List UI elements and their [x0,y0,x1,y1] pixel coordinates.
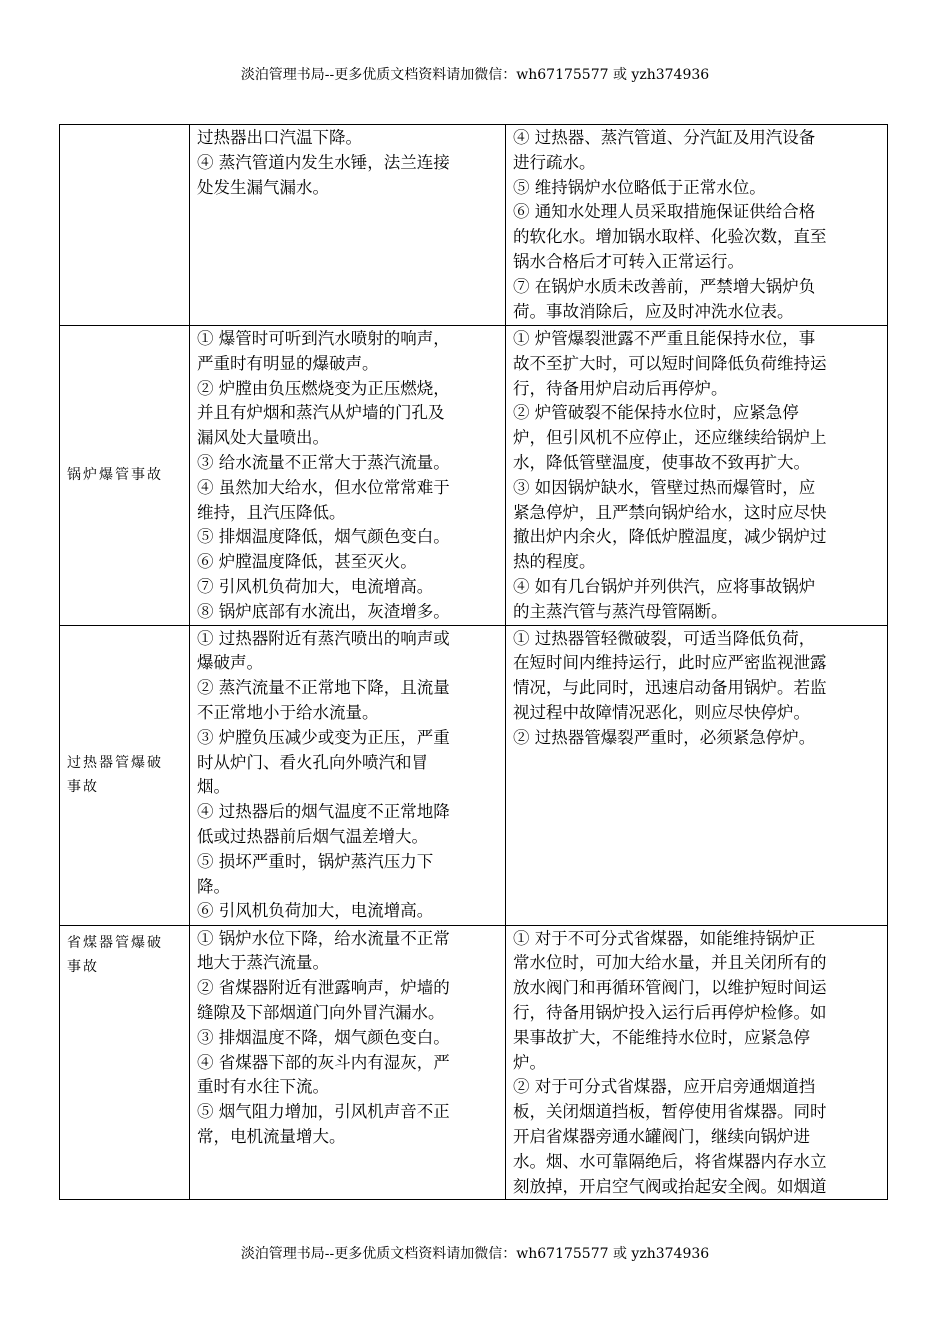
measure-line: ① 对于不可分式省煤器，如能维持锅炉正 [513,928,816,948]
measure-line: ① 过热器管轻微破裂，可适当降低负荷， [513,628,816,648]
measures-cell [506,625,888,925]
symptoms-cell [190,925,506,1200]
symptom-line: ④ 虽然加大给水，但水位常常难于 [197,477,450,497]
accident-name-cell [60,925,190,1200]
symptom-line: ③ 炉膛负压减少或变为正压，严重 [197,727,450,747]
symptom-line: ⑤ 烟气阻力增加，引风机声音不正 [197,1102,450,1122]
accident-name: 事故 [67,958,99,975]
measure-line: ④ 过热器、蒸汽管道、分汽缸及用汽设备 [513,128,816,147]
page-footer: 淡泊管理书局--更多优质文档资料请加微信：wh67175577 或 yzh374936 [240,1246,710,1262]
symptoms-cell [190,125,506,326]
measure-line: 热的程度。 [513,552,596,572]
accident-name: 过热器管爆破 [67,755,163,772]
measures-cell [506,326,888,626]
symptom-line: ② 炉膛由负压燃烧变为正压燃烧， [197,378,450,398]
symptom-line: 常，电机流量增大。 [197,1126,346,1146]
measure-line: 情况，与此同时，迅速启动备用锅炉。若监 [513,678,827,698]
symptom-line: 严重时有明显的爆破声。 [197,353,379,373]
symptoms-cell [190,326,506,626]
measure-line: 锅水合格后才可转入正常运行。 [513,251,744,271]
measure-line: 视过程中故障情况恶化，则应尽快停炉。 [513,702,810,722]
measure-line: ⑥ 通知水处理人员采取措施保证供给合格 [513,202,816,222]
symptom-line: 重时有水往下流。 [197,1077,329,1097]
table-row [60,125,888,326]
symptom-line: ① 过热器附近有蒸汽喷出的响声或 [197,628,450,648]
measure-line: 故不至扩大时，可以短时间降低负荷维持运 [513,353,827,373]
measure-line: ⑦ 在锅炉水质未改善前，严禁增大锅炉负 [513,276,816,296]
symptom-line: 烟。 [197,777,230,797]
symptoms-cell [190,625,506,925]
symptom-line: ④ 蒸汽管道内发生水锤，法兰连接 [197,152,450,172]
symptom-line: 爆破声。 [197,653,263,673]
symptom-line: 处发生漏气漏水。 [197,177,329,197]
symptom-line: 低或过热器前后烟气温差增大。 [197,826,428,846]
measure-line: 放水阀门和再循环管阀门，以维护短时间运 [513,978,827,998]
symptom-line: ⑤ 损坏严重时，锅炉蒸汽压力下 [197,851,434,871]
symptom-line: ④ 省煤器下部的灰斗内有湿灰，严 [197,1052,450,1072]
measure-line: 水。烟、水可靠隔绝后，将省煤器内存水立 [513,1151,827,1171]
table-row [60,925,888,1200]
accident-name-cell [60,326,190,626]
measures-cell [506,125,888,326]
symptom-line: ② 省煤器附近有泄露响声，炉墙的 [197,978,450,998]
measure-line: 炉。 [513,1052,546,1072]
measure-line: ② 炉管破裂不能保持水位时，应紧急停 [513,403,799,423]
symptom-line: ⑥ 炉膛温度降低，甚至灭火。 [197,552,417,572]
accident-name: 锅炉爆管事故 [67,467,163,484]
accident-table [59,124,888,1200]
accident-name-cell [60,625,190,925]
symptom-line: ① 爆管时可听到汽水喷射的响声， [197,329,450,348]
measure-line: 在短时间内维持运行，此时应严密监视泄露 [513,653,827,673]
measure-line: 撤出炉内余火，降低炉膛温度，减少锅炉过 [513,527,827,547]
measure-line: 的主蒸汽管与蒸汽母管隔断。 [513,601,728,621]
measure-line: ① 炉管爆裂泄露不严重且能保持水位，事 [513,329,816,348]
symptom-line: 地大于蒸汽流量。 [197,953,329,973]
symptom-line: 过热器出口汽温下降。 [197,128,362,147]
symptom-line: 降。 [197,876,230,896]
measure-line: 行，待备用锅炉投入运行后再停炉检修。如 [513,1002,827,1022]
measure-line: 进行疏水。 [513,152,596,172]
measure-line: 水，降低管壁温度，使事故不致再扩大。 [513,452,810,472]
measure-line: 常水位时，可加大给水量，并且关闭所有的 [513,953,827,973]
symptom-line: ③ 排烟温度不降，烟气颜色变白。 [197,1027,450,1047]
measure-line: ③ 如因锅炉缺水，管壁过热而爆管时，应 [513,477,816,497]
table-row [60,326,888,626]
measure-line: ② 过热器管爆裂严重时，必须紧急停炉。 [513,727,816,747]
measures-cell [506,925,888,1200]
measure-line: ② 对于可分式省煤器，应开启旁通烟道挡 [513,1077,816,1097]
symptom-line: ⑧ 锅炉底部有水流出，灰渣增多。 [197,601,450,621]
accident-name: 事故 [67,779,99,796]
page-header: 淡泊管理书局--更多优质文档资料请加微信：wh67175577 或 yzh374936 [240,67,710,83]
measure-line: 开启省煤器旁通水罐阀门，继续向锅炉进 [513,1126,810,1146]
symptom-line: ② 蒸汽流量不正常地下降，且流量 [197,678,450,698]
symptom-line: 不正常地小于给水流量。 [197,702,379,722]
symptom-line: ⑥ 引风机负荷加大，电流增高。 [197,901,434,921]
measure-line: 荷。事故消除后，应及时冲洗水位表。 [513,301,794,321]
measure-line: 刻放掉，开启空气阀或抬起安全阀。如烟道 [513,1176,827,1196]
symptom-line: ④ 过热器后的烟气温度不正常地降 [197,802,450,822]
measure-line: 炉，但引风机不应停止，还应继续给锅炉上 [513,428,827,448]
symptom-line: 时从炉门、看火孔向外喷汽和冒 [197,752,428,772]
measure-line: ④ 如有几台锅炉并列供汽，应将事故锅炉 [513,576,816,596]
symptom-line: 漏风处大量喷出。 [197,428,329,448]
symptom-line: ⑦ 引风机负荷加大，电流增高。 [197,576,434,596]
symptom-line: ① 锅炉水位下降，给水流量不正常 [197,928,450,948]
accident-name-cell [60,125,190,326]
measure-line: 板，关闭烟道挡板，暂停使用省煤器。同时 [513,1102,827,1122]
measure-line: ⑤ 维持锅炉水位略低于正常水位。 [513,177,766,197]
measure-line: 行，待备用炉启动后再停炉。 [513,378,728,398]
table-row [60,625,888,925]
symptom-line: 并且有炉烟和蒸汽从炉墙的门孔及 [197,403,445,423]
symptom-line: ③ 给水流量不正常大于蒸汽流量。 [197,452,450,472]
measure-line: 的软化水。增加锅水取样、化验次数，直至 [513,227,827,247]
symptom-line: ⑤ 排烟温度降低，烟气颜色变白。 [197,527,450,547]
measure-line: 果事故扩大，不能维持水位时，应紧急停 [513,1027,810,1047]
measure-line: 紧急停炉，且严禁向锅炉给水，这时应尽快 [513,502,827,522]
symptom-line: 缝隙及下部烟道门向外冒汽漏水。 [197,1002,445,1022]
symptom-line: 维持，且汽压降低。 [197,502,346,522]
accident-name: 省煤器管爆破 [67,934,163,951]
